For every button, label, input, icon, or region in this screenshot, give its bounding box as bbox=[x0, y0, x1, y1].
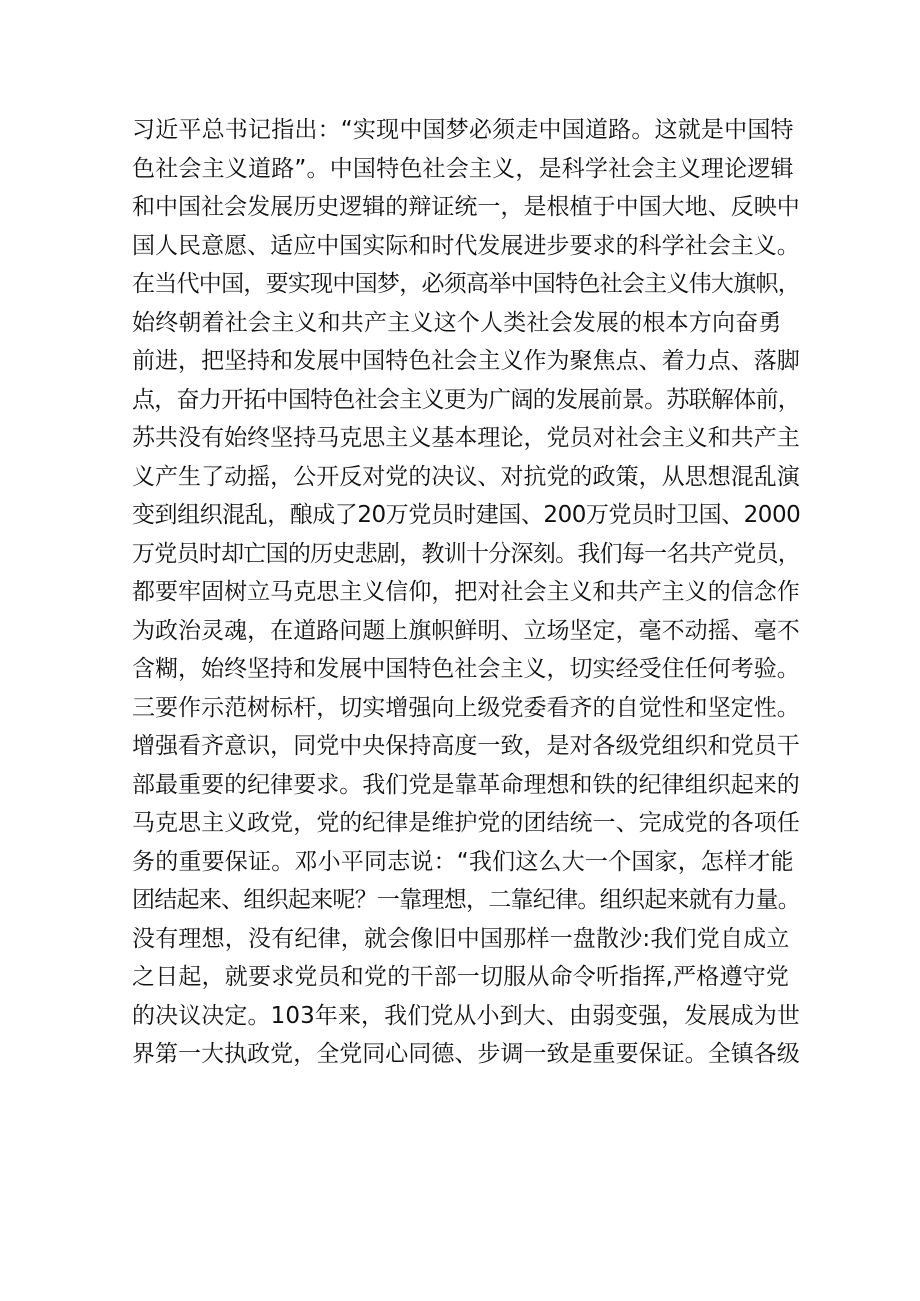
text-line: 点，奋力开拓中国特色社会主义更为广阔的发展前景。苏联解体前， bbox=[132, 386, 800, 413]
text-line: 万党员时却亡国的历史悲剧，教训十分深刻。我们每一名共产党员， bbox=[132, 540, 800, 567]
text-line: 色社会主义道路”。中国特色社会主义，是科学社会主义理论逻辑 bbox=[132, 155, 794, 182]
text-line: 增强看齐意识，同党中央保持高度一致，是对各级党组织和党员干 bbox=[132, 733, 800, 759]
text-line: 界第一大执政党，全党同心同德、步调一致是重要保证。全镇各级 bbox=[132, 1041, 800, 1067]
text-line: 苏共没有始终坚持马克思主义基本理论，党员对社会主义和共产主 bbox=[132, 425, 800, 451]
text-line: 之日起，就要求党员和党的干部一切服从命令听指挥,严格遵守党 bbox=[132, 964, 790, 990]
text-line: 习近平总书记指出：“实现中国梦必须走中国道路。这就是中国特 bbox=[132, 117, 794, 143]
text-line: 都要牢固树立马克思主义信仰，把对社会主义和共产主义的信念作 bbox=[132, 579, 800, 605]
text-line: 没有理想，没有纪律，就会像旧中国那样一盘散沙:我们党自成立 bbox=[132, 925, 790, 952]
body-text bbox=[132, 111, 800, 1074]
text-line: 团结起来、组织起来呢？一靠理想，二靠纪律。组织起来就有力量。 bbox=[132, 887, 800, 913]
text-line: 含糊，始终坚持和发展中国特色社会主义，切实经受住任何考验。 bbox=[132, 656, 800, 682]
text-line: 和中国社会发展历史逻辑的辩证统一，是根植于中国大地、反映中 bbox=[132, 194, 800, 220]
text-line: 前进，把坚持和发展中国特色社会主义作为聚焦点、着力点、落脚 bbox=[132, 348, 800, 374]
text-line: 义产生了动摇，公开反对党的决议、对抗党的政策，从思想混乱演 bbox=[132, 463, 800, 490]
text-line: 为政治灵魂，在道路问题上旗帜鲜明、立场坚定，毫不动摇、毫不 bbox=[132, 617, 800, 644]
text-line: 的决议决定。103年来，我们党从小到大、由弱变强，发展成为世 bbox=[132, 1002, 800, 1029]
text-line: 三要作示范树标杆，切实增强向上级党委看齐的自觉性和坚定性。 bbox=[132, 694, 800, 721]
text-line: 马克思主义政党，党的纪律是维护党的团结统一、完成党的各项任 bbox=[132, 810, 800, 836]
text-line: 部最重要的纪律要求。我们党是靠革命理想和铁的纪律组织起来的 bbox=[132, 771, 800, 798]
text-line: 国人民意愿、适应中国实际和时代发展进步要求的科学社会主义。 bbox=[132, 232, 800, 259]
text-line: 在当代中国，要实现中国梦，必须高举中国特色社会主义伟大旗帜， bbox=[132, 271, 800, 297]
text-line: 变到组织混乱，酿成了20万党员时建国、200万党员时卫国、2000 bbox=[132, 502, 800, 528]
text-line: 始终朝着社会主义和共产主义这个人类社会发展的根本方向奋勇 bbox=[132, 309, 782, 336]
text-line: 务的重要保证。邓小平同志说：“我们这么大一个国家，怎样才能 bbox=[132, 848, 794, 875]
